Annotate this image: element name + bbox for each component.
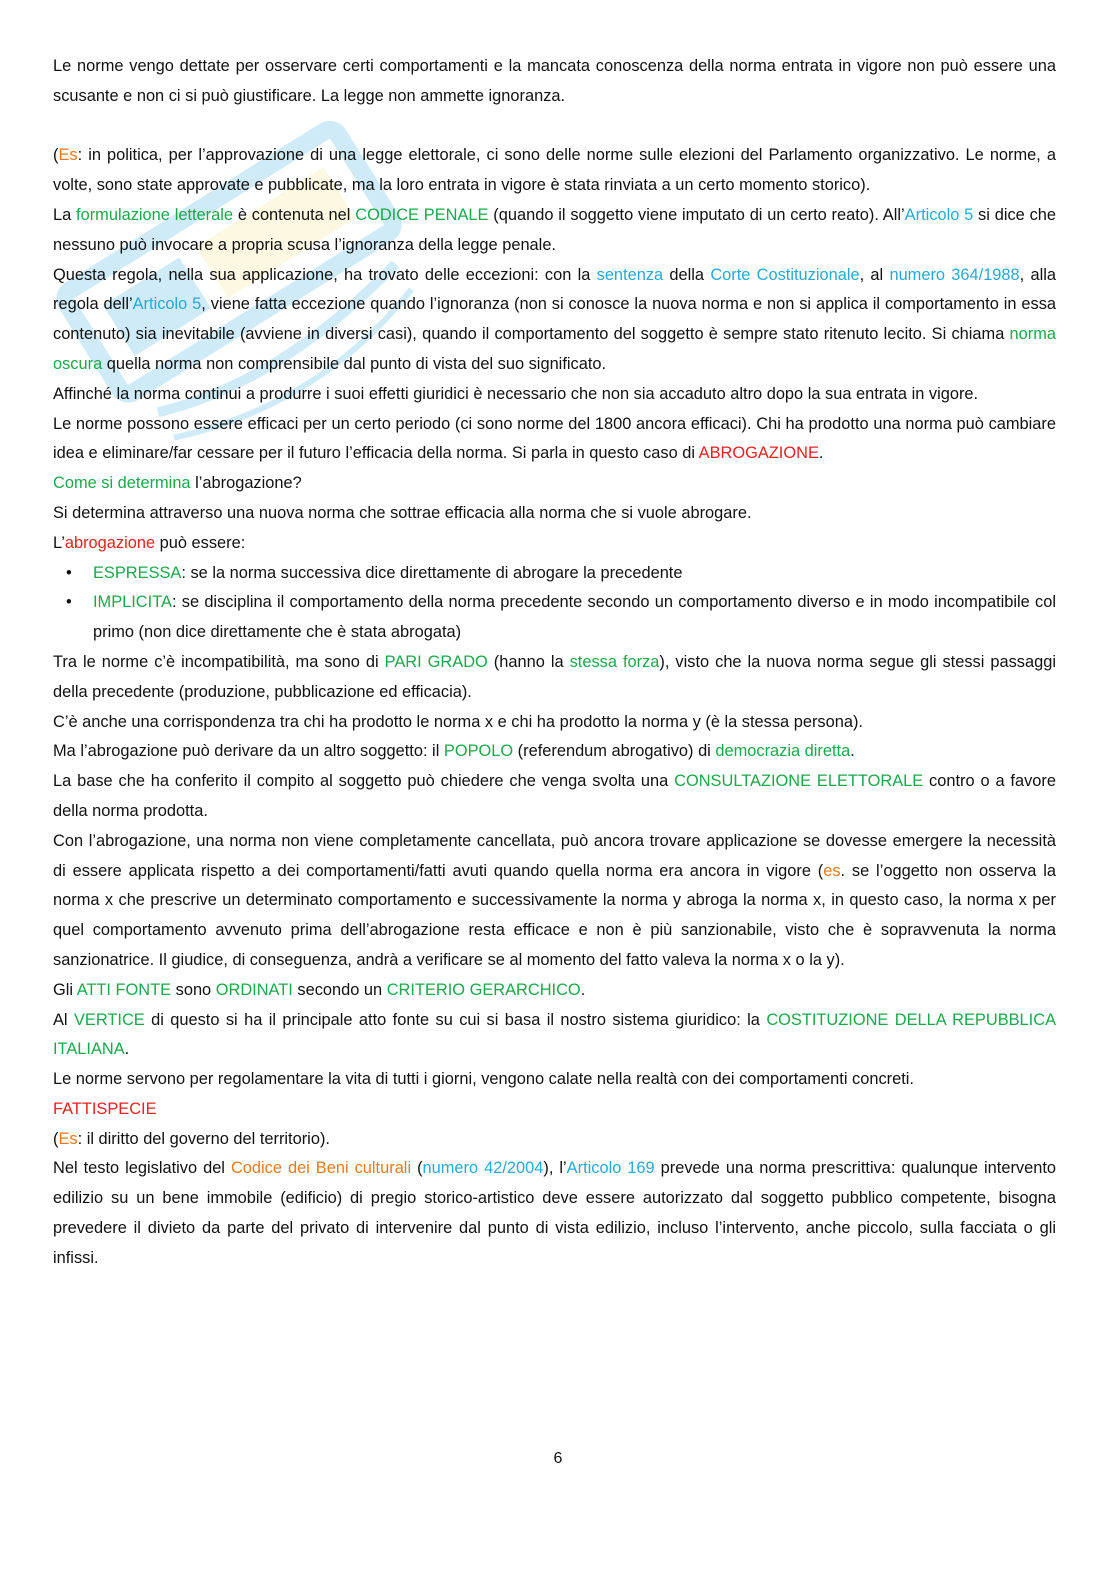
highlight-term: VERTICE [73, 1010, 145, 1029]
document-body [53, 52, 1056, 1274]
paragraph: Tra le norme c’è incompatibilità, ma sono di PARI GRADO (hanno la stessa forza), visto che la nuova norma segue gli stessi passaggi della precedente (produzione, pubblicazione ed efficacia). [53, 652, 1056, 701]
paragraph: Nel testo legislativo del Codice dei Beni culturali (numero 42/2004), l’Articolo 169 prevede una norma prescrittiva: qualunque intervento edilizio su un bene immobile (edificio) di pregio storico-artistico deve essere autorizzato dal soggetto pubblico competente, bisogna prevedere il divieto da parte del privato di intervenire dal punto di vista edilizio, incluso l’intervento, anche piccolo, sulla facciata o gli infissi. [53, 1159, 1056, 1267]
section-heading: FATTISPECIE [53, 1099, 157, 1118]
paragraph: Al VERTICE di questo si ha il principale atto fonte su cui si basa il nostro sistema giuridico: la COSTITUZIONE DELLA REPUBBLICA ITALIANA. [53, 1010, 1056, 1059]
highlight-term: norma oscura [53, 325, 1056, 373]
example-label: Es [58, 146, 78, 165]
reference-term: Articolo 5 [132, 295, 202, 314]
paragraph: Le norme vengo dettate per osservare certi comportamenti e la mancata conoscenza della norma entrata in vigore non può essere una scusante e non ci si può giustificare. La legge non ammette ignoranza. [53, 57, 1056, 105]
highlight-term: CONSULTAZIONE ELETTORALE [674, 772, 924, 791]
highlight-term: Codice dei Beni culturali [230, 1159, 412, 1178]
reference-term: Articolo 169 [566, 1159, 655, 1178]
paragraph: (Es: il diritto del governo del territorio). [53, 1129, 330, 1148]
paragraph: Le norme servono per regolamentare la vita di tutti i giorni, vengono calate nella realtà con dei comportamenti concreti. [53, 1070, 914, 1089]
reference-term: numero 42/2004 [422, 1159, 544, 1178]
example-label: es [823, 861, 841, 880]
highlight-term: democrazia diretta [715, 742, 851, 761]
paragraph: L’abrogazione può essere: [53, 533, 246, 552]
paragraph: La base che ha conferito il compito al soggetto può chiedere che venga svolta una CONSULTAZIONE ELETTORALE contro o a favore della norma prodotta. [53, 772, 1056, 820]
paragraph: (Es: in politica, per l’approvazione di una legge elettorale, ci sono delle norme sulle elezioni del Parlamento organizzativo. Le norme, a volte, sono state approvate e pubblicate, ma la loro entrata in vigore è stata rinviata a un certo momento storico). [53, 146, 1056, 195]
page-number: 6 [553, 1450, 563, 1467]
reference-term: Corte Costituzionale [710, 265, 860, 284]
highlight-term: ATTI FONTE [76, 980, 172, 999]
paragraph: Si determina attraverso una nuova norma che sottrae efficacia alla norma che si vuole abrogare. [53, 503, 752, 522]
highlight-term: PARI GRADO [384, 652, 488, 671]
reference-term: sentenza [596, 265, 664, 284]
highlight-term: formulazione letterale [76, 205, 234, 224]
highlight-term: ESPRESSA [93, 563, 182, 582]
highlight-term: stessa forza [569, 652, 660, 671]
reference-term: Articolo 5 [904, 205, 974, 224]
paragraph: Affinché la norma continui a produrre i suoi effetti giuridici è necessario che non sia accaduto altro dopo la sua entrata in vigore. [53, 384, 979, 403]
reference-term: numero 364/1988 [889, 265, 1020, 284]
paragraph: C’è anche una corrispondenza tra chi ha prodotto le norma x e chi ha prodotto la norma y (è la stessa persona). [53, 712, 863, 731]
highlight-term: CRITERIO GERARCHICO [386, 980, 581, 999]
paragraph: La formulazione letterale è contenuta nel CODICE PENALE (quando il soggetto viene imputato di un certo reato). All’Articolo 5 si dice che nessuno può invocare a propria scusa l’ignoranza della legge penale. [53, 205, 1057, 254]
highlight-term: COSTITUZIONE DELLA REPUBBLICA ITALIANA [53, 1010, 1056, 1059]
keyword-term: ABROGAZIONE [698, 444, 819, 463]
example-label: Es [58, 1129, 78, 1148]
paragraph: Gli ATTI FONTE sono ORDINATI secondo un CRITERIO GERARCHICO. [53, 980, 586, 999]
paragraph: Con l’abrogazione, una norma non viene completamente cancellata, può ancora trovare applicazione se dovesse emergere la necessità di essere applicata rispetto a dei comportamenti/fatti avuti quando quella norma era ancora in vigore (es. se l’oggetto non osserva la norma x che prescrive un determinato comportamento e successivamente la norma y abroga la norma x, in questo caso, la norma x per quel comportamento avvenuto prima dell’abrogazione resta efficace e non è più sanzionabile, visto che è sopravvenuta la norma sanzionatrice. Il giudice, di conseguenza, andrà a verificare se al momento del fatto valeva la norma x o la y). [53, 831, 1056, 969]
paragraph: Ma l’abrogazione può derivare da un altro soggetto: il POPOLO (referendum abrogativo) di democrazia diretta. [53, 742, 855, 761]
bullet-list [53, 559, 1056, 648]
keyword-term: abrogazione [64, 533, 156, 552]
highlight-term: Come si determina [53, 474, 191, 493]
paragraph: Questa regola, nella sua applicazione, ha trovato delle eccezioni: con la sentenza della Corte Costituzionale, al numero 364/1988, alla regola dell’Articolo 5, viene fatta eccezione quando l’ignoranza (non si conosce la nuova norma e non si applica il comportamento in essa contenuto) sia inevitabile (avviene in diversi casi), quando il comportamento del soggetto è sempre stato ritenuto lecito. Si chiama norma oscura quella norma non comprensibile dal punto di vista del suo significato. [53, 265, 1057, 373]
highlight-term: POPOLO [443, 742, 514, 761]
paragraph: Come si determina l’abrogazione? [53, 474, 302, 493]
highlight-term: IMPLICITA [93, 593, 172, 612]
highlight-term: ORDINATI [215, 980, 293, 999]
highlight-term: CODICE PENALE [355, 205, 489, 224]
list-item: • ESPRESSA: se la norma successiva dice direttamente di abrogare la precedente [93, 559, 1056, 589]
paragraph: Le norme possono essere efficaci per un certo periodo (ci sono norme del 1800 ancora efficaci). Chi ha prodotto una norma può cambiare idea e eliminare/far cessare per il futuro l’efficacia della norma. Si parla in questo caso di ABROGAZIONE. [53, 414, 1056, 463]
list-item: • IMPLICITA: se disciplina il comportamento della norma precedente secondo un comportamento diverso e in modo incompatibile col primo (non dice direttamente che è stata abrogata) [93, 588, 1056, 648]
